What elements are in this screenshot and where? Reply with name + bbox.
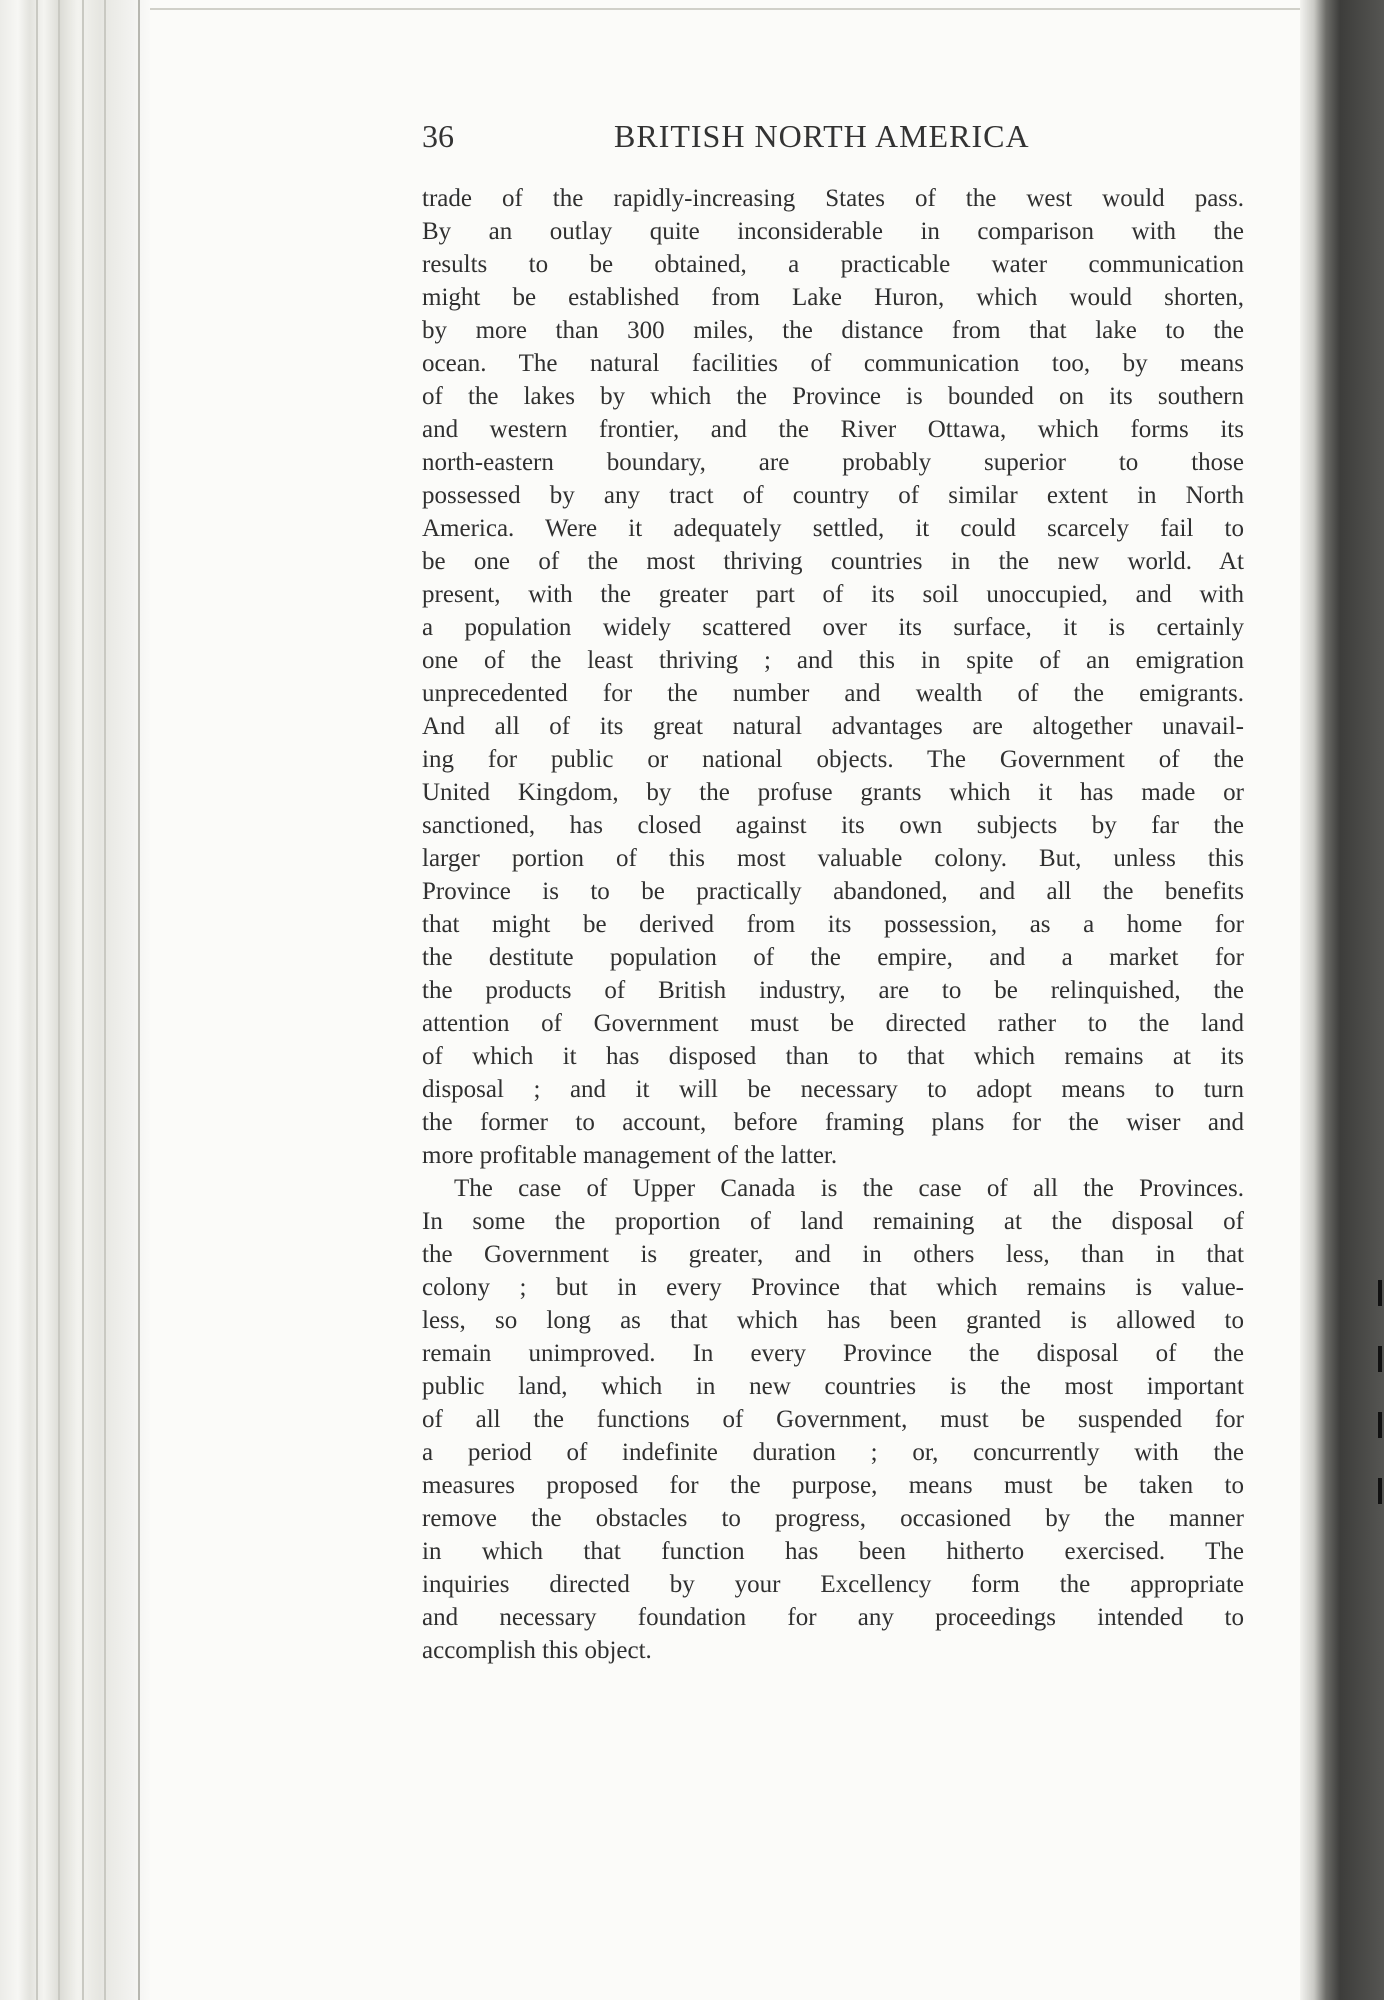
text-line: public land, which in new countries is the most important [422,1373,1244,1400]
paragraph-2 [422,1172,1244,1667]
text-line: of all the functions of Government, must be suspended for [422,1406,1244,1433]
text-line: the former to account, before framing plans for the wiser and [422,1109,1244,1136]
text-line: In some the proportion of land remaining at the disposal of [422,1208,1244,1235]
text-line: the Government is greater, and in others less, than in that [422,1241,1244,1268]
page-edge-line [82,0,84,2000]
text-line: and western frontier, and the River Ottawa, which forms its [422,416,1244,443]
text-line: of the lakes by which the Province is bounded on its southern [422,383,1244,410]
text-line: less, so long as that which has been granted is allowed to [422,1307,1244,1334]
page-edge-line [36,0,38,2000]
text-line: one of the least thriving ; and this in spite of an emigration [422,647,1244,674]
text-line: a population widely scattered over its surface, it is certainly [422,614,1244,641]
paragraph-1 [422,182,1244,1172]
page-edge-line [104,0,106,2000]
text-line: ocean. The natural facilities of communication too, by means [422,350,1244,377]
text-line: that might be derived from its possession, as a home for [422,911,1244,938]
text-line: and necessary foundation for any proceedings intended to [422,1604,1244,1631]
page-top-border [150,8,1300,10]
text-line: the destitute population of the empire, and a market for [422,944,1244,971]
text-line: America. Were it adequately settled, it could scarcely fail to [422,515,1244,542]
scanner-mark [1378,1346,1382,1372]
scanner-mark [1378,1412,1382,1438]
book-title: BRITISH NORTH AMERICA [614,118,1030,154]
text-line: unprecedented for the number and wealth of the emigrants. [422,680,1244,707]
text-line: more profitable management of the latter. [422,1142,838,1169]
text-line: measures proposed for the purpose, means must be taken to [422,1472,1244,1499]
page-number: 36 [422,118,454,154]
text-line: The case of Upper Canada is the case of all the Provinces. [454,1175,1244,1202]
text-line: of which it has disposed than to that which remains at its [422,1043,1244,1070]
text-line: sanctioned, has closed against its own subjects by far the [422,812,1244,839]
text-line: be one of the most thriving countries in the new world. At [422,548,1244,575]
text-line: By an outlay quite inconsiderable in comparison with the [422,218,1244,245]
text-line: larger portion of this most valuable colony. But, unless this [422,845,1244,872]
text-line: colony ; but in every Province that which remains is value- [422,1274,1244,1301]
scanner-marks [1378,1280,1384,1700]
text-line: might be established from Lake Huron, which would shorten, [422,284,1244,311]
page-edge-line [58,0,60,2000]
text-line: possessed by any tract of country of similar extent in North [422,482,1244,509]
text-line: And all of its great natural advantages are altogether unavail- [422,713,1244,740]
text-line: disposal ; and it will be necessary to adopt means to turn [422,1076,1244,1103]
scanner-edge [1300,0,1384,2000]
text-line: United Kingdom, by the profuse grants which it has made or [422,779,1244,806]
text-line: a period of indefinite duration ; or, concurrently with the [422,1439,1244,1466]
page-edge-line [138,0,140,2000]
text-line: results to be obtained, a practicable water communication [422,251,1244,278]
text-line: the products of British industry, are to be relinquished, the [422,977,1244,1004]
book-binding-edge [0,0,150,2000]
text-line: north-eastern boundary, are probably superior to those [422,449,1244,476]
text-line: by more than 300 miles, the distance from that lake to the [422,317,1244,344]
text-line: in which that function has been hitherto exercised. The [422,1538,1244,1565]
text-line: present, with the greater part of its soil unoccupied, and with [422,581,1244,608]
book-page [422,118,1244,1667]
body-text [422,182,1244,1667]
text-line: accomplish this object. [422,1637,652,1664]
scanner-mark [1378,1280,1382,1306]
text-line: attention of Government must be directed rather to the land [422,1010,1244,1037]
text-line: remove the obstacles to progress, occasioned by the manner [422,1505,1244,1532]
text-line: trade of the rapidly-increasing States of the west would pass. [422,185,1244,212]
scanner-mark [1378,1478,1382,1504]
text-line: inquiries directed by your Excellency form the appropriate [422,1571,1244,1598]
running-head [422,118,1244,158]
text-line: ing for public or national objects. The Government of the [422,746,1244,773]
text-line: remain unimproved. In every Province the disposal of the [422,1340,1244,1367]
text-line: Province is to be practically abandoned, and all the benefits [422,878,1244,905]
